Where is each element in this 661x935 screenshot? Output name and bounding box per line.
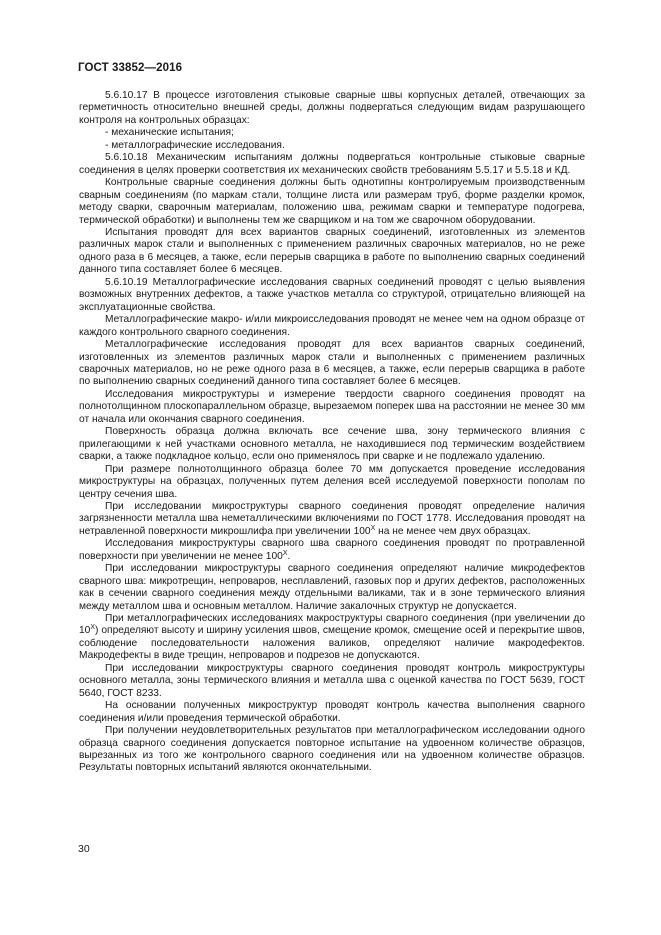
paragraph: При исследовании микроструктуры сварного соединения определяют наличие микродефектов сварного шва: микротрещин, непроваров, несплавлений, газовых пор и других дефектов, расположенных как в сечении сварного соединения между отдельными валиками, так и в зоне термического влияния между металлом шва и основным металлом. Наличие закалочных структур не допускается. <box>79 563 585 612</box>
magnification-mark: X <box>90 624 96 632</box>
text-run: При исследовании микроструктуры сварного соединения проводят определение наличия загрязненности металла шва неметаллическими включениями по ГОСТ 1778. Исследования проводят на нетравленной поверхности микрошлифа при увеличении 100 <box>79 500 585 537</box>
paragraph: На основании полученных микроструктур проводят контроль качества выполнения сварного соединения и/или проведения термической обработки. <box>79 700 585 724</box>
paragraph <box>79 613 585 663</box>
document-body <box>79 90 585 775</box>
paragraph: Испытания проводят для всех вариантов сварных соединений, изготовленных из элементов различных марок стали и выполненных с применением различных сварочных материалов, но не реже одного раза в 6 месяцев, а также, если перерыв сварщика в работе по выполнению сварных соединений данного типа составляет более 6 месяцев. <box>79 226 585 276</box>
paragraph: Контрольные сварные соединения должны быть однотипны контролируемым производственным сварным соединениям (по маркам стали, толщине листа или размерам труб, форме разделки кромок, методу сварки, сварочным материалам, положению шва, режимам сварки и температуре подогрева, термической обработки) и выполнены тем же сварщиком и на том же сварочном оборудовании. <box>79 177 585 226</box>
paragraph: Металлографические макро- и/или микроисследования проводят не менее чем на одном образце от каждого контрольного сварного соединения. <box>79 314 585 338</box>
paragraph <box>79 501 585 538</box>
paragraph: Исследования микроструктуры и измерение твердости сварного соединения проводят на полнотолщинном плоскопараллельном образце, вырезаемом поперек шва на расстоянии не менее 30 мм от начала или окончания сварного соединения. <box>79 388 585 425</box>
paragraph <box>79 538 585 563</box>
paragraph: При получении неудовлетворительных результатов при металлографическом исследовании одного образца сварного соединения допускается повторное испытание на удвоенном количестве образцов, вырезанных из того же контрольного сварного соединения или на удвоенном количестве образцов. Результаты повторных испытаний являются окончательными. <box>79 725 585 774</box>
page-number: 30 <box>78 843 90 855</box>
text-run: ) определяют высоту и ширину усиления швов, смещение кромок, смещение осей и перекрытие швов, соблюдение последовательности наложения валиков, определяют наличие макродефектов. Макродефекты в виде трещин, непроваров и подрезов не допускаются. <box>79 625 585 662</box>
list-item-metallographic: - металлографические исследования. <box>105 139 285 151</box>
paragraph: При размере полнотолщинного образца более 70 мм допускается проведение исследования микроструктуры на образцах, полученных путем деления всей исследуемой поверхности пополам по центру сечения шва. <box>79 463 585 500</box>
paragraph: Поверхность образца должна включать все сечение шва, зону термического влияния с прилегающими к ней участками основного металла, не находившиеся под термическим воздействием сварки, а также подкладное кольцо, если оно применялось при сварке и не подлежало удалению. <box>79 426 585 463</box>
list-item-mechanical: - механические испытания; <box>105 127 234 139</box>
document-header: ГОСТ 33852—2016 <box>78 62 183 74</box>
magnification-mark: X <box>370 524 376 532</box>
text-run: При металлографических исследованиях макроструктуры сварного соединения (при увеличении до 10 <box>79 613 585 637</box>
text-run: на не менее чем двух образцах. <box>378 525 531 537</box>
paragraph-5-6-10-17: 5.6.10.17 В процессе изготовления стыковые сварные швы корпусных деталей, отвечающих за герметичность относительно внешней среды, должны подвергаться следующим видам разрушающего контроля на контрольных образцах: <box>79 90 585 126</box>
paragraph-5-6-10-19: 5.6.10.19 Металлографические исследования сварных соединений проводят с целью выявления возможных внутренних дефектов, а также участков металла со структурой, отрицательно влияющей на эксплуатационные свойства. <box>79 276 585 313</box>
text-run: Исследования микроструктуры сварного шва сварного соединения проводят по протравленной поверхности при увеличении не менее 100 <box>79 538 585 562</box>
paragraph: Металлографические исследования проводят для всех вариантов сварных соединений, изготовленных из элементов различных марок стали и выполненных с применением различных сварочных материалов, но не реже одного раза в 6 месяцев, а также, если перерыв сварщика в работе по выполнению сварных соединений данного типа составляет более 6 месяцев. <box>79 339 585 388</box>
paragraph-5-6-10-18: 5.6.10.18 Механическим испытаниям должны подвергаться контрольные стыковые сварные соединения в целях проверки соответствия их механических свойств требованиям 5.5.17 и 5.5.18 и КД. <box>79 152 585 176</box>
text-run: . <box>287 550 291 562</box>
paragraph: При исследовании микроструктуры сварного соединения проводят контроль микроструктуры основного металла, зоны термического влияния и металла шва с оценкой качества по ГОСТ 5639, ГОСТ 5640, ГОСТ 8233. <box>79 662 585 699</box>
magnification-mark: X <box>282 549 288 557</box>
